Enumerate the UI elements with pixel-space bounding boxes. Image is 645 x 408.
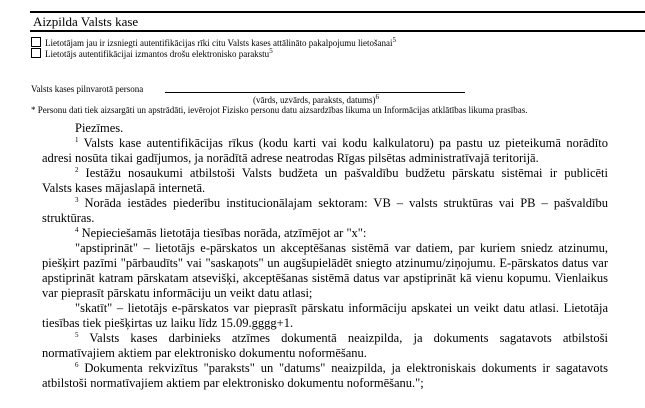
footnote-ref: 5: [392, 36, 396, 44]
notes-section: [42, 121, 608, 391]
section-title: Aizpilda Valsts kase: [33, 14, 139, 29]
note-text: Valsts kase autentifikācijas rīkus (kodu karti vai kodu kalkulatoru) pa pastu uz pieteikumā norādīto: [78, 136, 608, 150]
note-line: [42, 376, 608, 391]
checkbox-row-e-signature[interactable]: [31, 48, 273, 59]
checkbox-label: Lietotājs autentifikācijai izmantos drošu elektronisko parakstu: [45, 49, 270, 59]
footnote-number: 6: [75, 361, 79, 369]
section-header: [30, 11, 645, 32]
notes-title: Piezīmes.: [75, 121, 124, 135]
footnote-number: 3: [75, 196, 79, 204]
note-line: [42, 166, 608, 181]
note-line: [42, 211, 608, 226]
note-line: [42, 361, 608, 376]
note-line: [42, 241, 608, 256]
note-text: adresi nosūta tikai gadījumos, ja norādītā adrese neatrodas Rīgas pilsētas administratīvajā teritorijā.: [42, 151, 539, 165]
note-line: [42, 226, 608, 241]
checkbox[interactable]: [31, 37, 41, 47]
note-line: [42, 346, 608, 361]
note-text: "skatīt" – lietotājs e-pārskatos var pieprasīt pārskatu informāciju apskatei un veikt datu atlasi. Lietotāja: [75, 301, 608, 315]
footnote-number: 1: [75, 136, 79, 144]
footnote-ref: 5: [269, 47, 273, 55]
note-text: Valsts kases mājaslapā internetā.: [42, 181, 206, 195]
note-text: piešķirt pazīmi "pārbaudīts" vai "saskaņots" un augšupielādēt sniegto atzinumu/ziņojumu. E-pārskatos datus var: [42, 256, 608, 270]
note-line: [42, 316, 608, 331]
signature-line[interactable]: [165, 92, 465, 93]
note-text: atbilstoši normatīvajiem aktiem par elektronisko dokumentu noformēšanu.";: [42, 376, 424, 390]
signature-caption: (vārds, uzvārds, paraksts, datums)$^6$: [253, 93, 379, 105]
footnote-number: 5: [75, 331, 79, 339]
note-text: struktūras.: [42, 211, 95, 225]
note-line: [42, 301, 608, 316]
note-text: normatīvajiem aktiem par elektronisko dokumentu noformēšanu.: [42, 346, 367, 360]
note-text: var pieprasīt pārskatu informāciju un veikt datu atlasi;: [42, 286, 313, 300]
checkbox-label: Lietotājam jau ir izsniegti autentifikācijas rīki citu Valsts kases attālināto pakalpojumu lietošanai: [45, 38, 393, 48]
note-text: tiesības tiek piešķirtas uz laiku līdz 15.09.gggg+1.: [42, 316, 294, 330]
note-text: Dokumenta rekvizītus "paraksts" un "datums" neaizpilda, ja elektroniskais dokuments ir sagatavots: [78, 361, 608, 375]
note-line: [42, 151, 608, 166]
note-text: "apstiprināt" – lietotājs e-pārskatos un akceptēšanas sistēmā var datiem, par kuriem sniedz atzinumu,: [75, 241, 608, 255]
note-line: [42, 271, 608, 286]
signature-label: Valsts kases pilnvarotā persona: [31, 84, 144, 94]
privacy-note: * Personu dati tiek aizsargāti un apstrādāti, ievērojot Fizisko personu datu aizsardzības likuma un Informācijas atklātības likuma prasības.: [31, 105, 528, 115]
note-text: Valsts kases darbinieks atzīmes dokumentā neaizpilda, ja dokuments sagatavots atbilstoši: [78, 331, 608, 345]
note-line: [42, 181, 608, 196]
note-line: [42, 136, 608, 151]
note-text: apstiprināt katram pārskatam atsevišķi, akceptēšanas sistēmā datus var apstiprināt kā vienu kopumu. Vienlaikus: [42, 271, 608, 285]
checkbox[interactable]: [31, 48, 41, 58]
footnote-number: 2: [75, 166, 79, 174]
note-text: Nepieciešamās lietotāja tiesības norāda, atzīmējot ar "x":: [78, 226, 367, 240]
note-line: [42, 196, 608, 211]
footnote-number: 4: [75, 226, 79, 234]
checkbox-row-existing-tools[interactable]: [31, 37, 396, 48]
note-text: Iestāžu nosaukumi atbilstoši Valsts budžeta un pašvaldību budžetu pārskatu sistēmai ir publicēti: [78, 166, 608, 180]
note-text: Norāda iestādes piederību institucionālajam sektoram: VB – valsts struktūras vai PB – pašvaldību: [78, 196, 608, 210]
note-line: [42, 256, 608, 271]
note-line: [42, 286, 608, 301]
note-line: [42, 331, 608, 346]
